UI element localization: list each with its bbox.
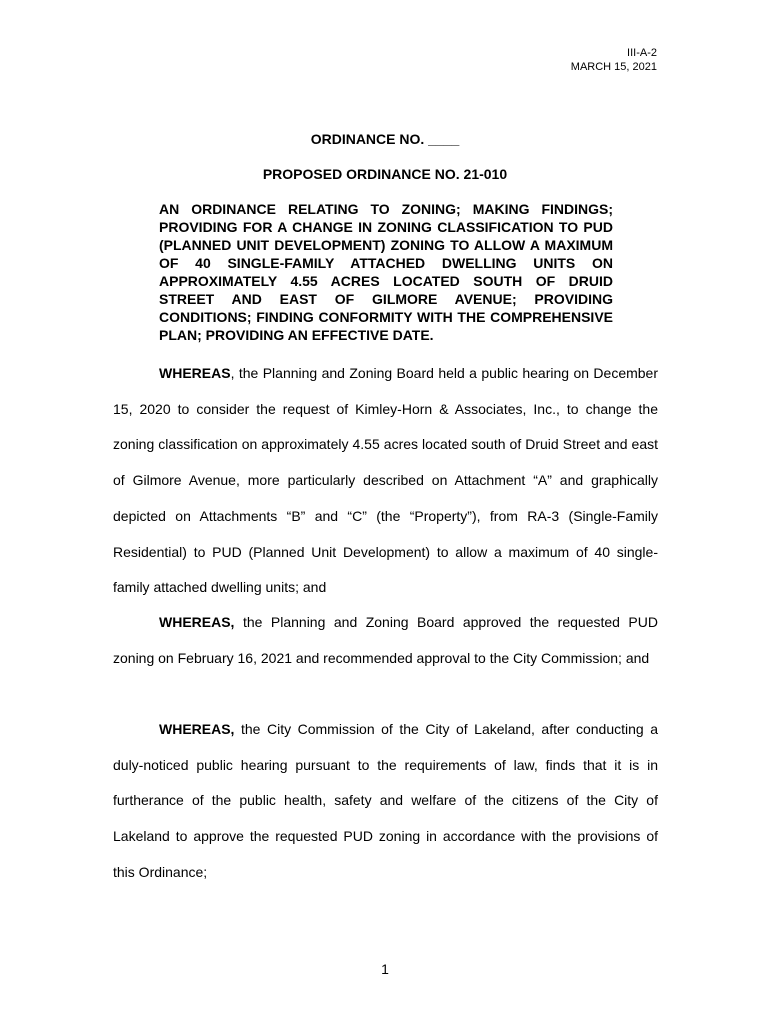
- paragraph-text: the Planning and Zoning Board approved the requested PUD zoning on February 16, 2021 and recommended approval to the City Commission; and: [113, 614, 658, 666]
- proposed-ordinance-number-heading: PROPOSED ORDINANCE NO. 21-010: [262, 166, 508, 182]
- whereas-paragraph: [113, 605, 658, 676]
- whereas-lead: WHEREAS: [159, 365, 231, 381]
- whereas-paragraph: [113, 712, 658, 891]
- whereas-lead: WHEREAS,: [159, 614, 235, 630]
- ordinance-number-heading: ORDINANCE NO. ____: [310, 131, 460, 147]
- header-reference: [571, 46, 657, 74]
- reference-code: III-A-2: [627, 47, 657, 59]
- paragraph-text: , the Planning and Zoning Board held a public hearing on December 15, 2020 to consider the request of Kimley-Horn & Associates, Inc., to change the zoning classification on approximately 4.55 acres located south of Druid Street and east of Gilmore Avenue, more particularly described on Attachment “A” and graphically depicted on Attachments “B” and “C” (the “Property”), from RA-3 (Single-Family Residential) to PUD (Planned Unit Development) to allow a maximum of 40 single-family attached dwelling units; and: [113, 365, 658, 596]
- whereas-paragraph: [113, 356, 658, 606]
- paragraph-text: the City Commission of the City of Lakeland, after conducting a duly-noticed public hearing pursuant to the requirements of law, finds that it is in furtherance of the public health, safety and welfare of the citizens of the City of Lakeland to approve the requested PUD zoning in accordance with the provisions of this Ordinance;: [113, 721, 658, 880]
- reference-date: MARCH 15, 2021: [570, 61, 657, 73]
- ordinance-title: AN ORDINANCE RELATING TO ZONING; MAKING FINDINGS; PROVIDING FOR A CHANGE IN ZONING CLASSIFICATION TO PUD (PLANNED UNIT DEVELOPMENT) ZONING TO ALLOW A MAXIMUM OF 40 SINGLE-FAMILY ATTACHED DWELLING UNITS ON APPROXIMATELY 4.55 ACRES LOCATED SOUTH OF DRUID STREET AND EAST OF GILMORE AVENUE; PROVIDING CONDITIONS; FINDING CONFORMITY WITH THE COMPREHENSIVE PLAN; PROVIDING AN EFFECTIVE DATE.: [159, 201, 613, 343]
- page-number: 1: [381, 961, 389, 977]
- whereas-lead: WHEREAS,: [159, 721, 235, 737]
